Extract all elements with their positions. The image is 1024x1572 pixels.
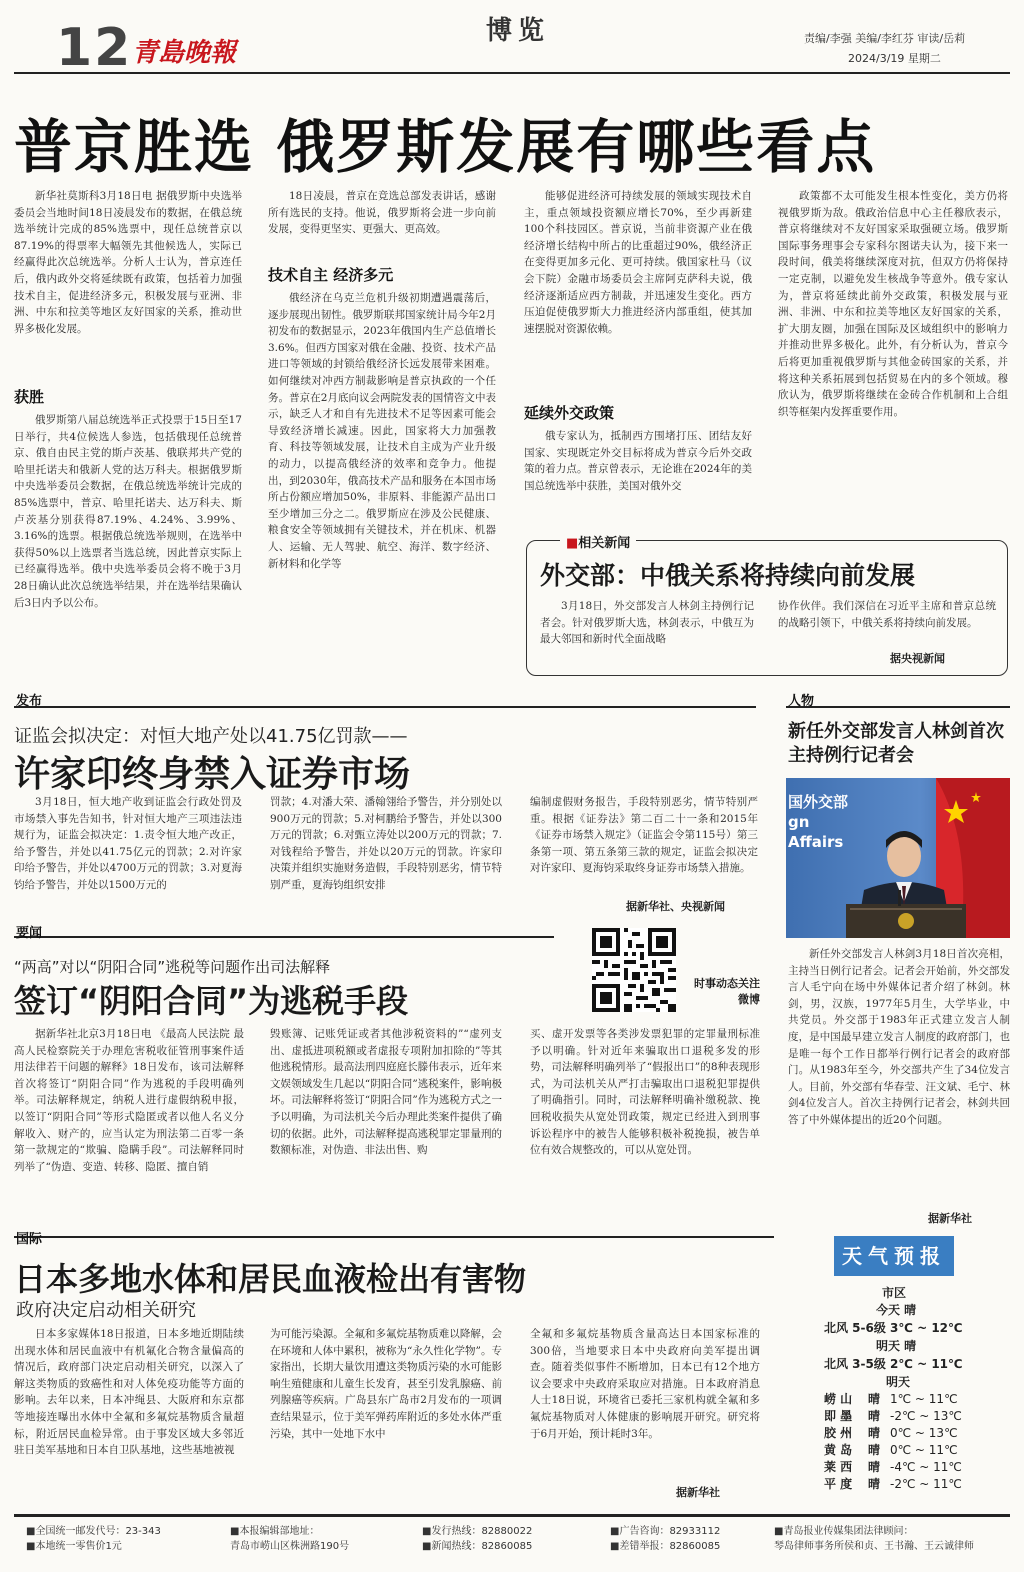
footer-col3: ■发行热线：82880022 ■新闻热线：82860085 (422, 1526, 533, 1552)
related-news-text2: 协作伙伴。我们深信在习近平主席和普京总统的战略引领下，中俄关系将持续向前发展。 (778, 600, 996, 629)
related-news-tag: ■相关新闻 (560, 532, 636, 551)
release-headline: 许家印终身禁入证券市场 (14, 754, 411, 795)
release-source: 据新华社、央视新闻 (626, 900, 725, 913)
intl-col1: 日本多家媒体18日报道，日本多地近期陆续出现水体和居民血液中有机氟化合物含量偏高的情况后，政府部门决定启动相关研究，以深入了解这类物质的致癌性和对人体免疫功能等方面的影响。去年以来，日本冲绳县、大阪府和东京都等地接连曝出水体中全氟和多氟烷基物质含量超标，附近居民血检异常。由于事发区域大多邻近驻日美军基地和日本自卫队基地，这些基地被视 (14, 1328, 244, 1457)
header-rule (14, 72, 1010, 74)
weather-tomorrow: 明天 晴 (876, 1339, 917, 1353)
lead-subhead-win: 获胜 (14, 388, 45, 406)
red-square-icon: ■ (566, 536, 579, 551)
issue-date: 2024/3/19 星期二 (848, 52, 941, 65)
intl-col2: 为可能污染源。全氟和多氟烷基物质难以降解，会在环境和人体中累积，被称为“永久性化学物”。专家指出，长期大量饮用遭这类物质污染的水可能影响生殖健康和儿童生长发育，甚至引发乳腺癌、前列腺癌等疾病。广岛县东广岛市2月发布的一项调查结果显示，位于美军弹药库附近的多处水体严重污染，其中一处地下水中 (270, 1328, 502, 1440)
weather-tomorrow-detail: 北风 3-5级 2℃ ~ 11℃ (824, 1357, 963, 1371)
weather-today-detail: 北风 5-6级 3℃ ~ 12℃ (824, 1321, 963, 1335)
photo-backdrop-sign: 国外交部 gn Affairs (788, 793, 849, 851)
intl-rule (14, 1236, 774, 1238)
weather-today: 今天 晴 (876, 1303, 917, 1317)
editor-credits: 责编/李强 美编/李红芬 审读/岳莉 (804, 32, 966, 45)
weather-area: 市区 (882, 1286, 907, 1300)
news-rule (14, 936, 554, 938)
news-kicker: “两高”对以“阴阳合同”逃税等问题作出司法解释 (14, 958, 331, 976)
related-news-title: 外交部：中俄关系将持续向前发展 (540, 561, 916, 590)
lead-subhead-tech: 技术自主 经济多元 (268, 266, 394, 284)
intl-headline: 日本多地水体和居民血液检出有害物 (14, 1260, 527, 1298)
people-headline: 新任外交部发言人林剑首次主持例行记者会 (788, 721, 1004, 766)
intl-source: 据新华社 (676, 1486, 720, 1499)
weather-city-row: 胶 州 晴 0℃ ~ 13℃ (824, 1426, 958, 1440)
lead-col1: 新华社莫斯科3月18日电 据俄罗斯中央选举委员会当地时间18日凌晨发布的数据，在俄总统选举统计完成的85%选票中，现任总统普京以87.19%的得票率大幅领先其他候选人，实际已经赢得此次总统选举。分析人士认为，普京连任后，俄内政外交将延续既有政策，包括着力加强技术自主，促进经济多元，积极发展与亚洲、非洲、中东和拉美等地区友好国家的关系，推动世界多极化发展。 (14, 190, 242, 335)
footer-rule (14, 1514, 1010, 1517)
weather-city-row: 莱 西 晴 -4℃ ~ 11℃ (824, 1460, 962, 1474)
lead-col2: 18日凌晨，普京在竞选总部发表讲话，感谢所有选民的支持。他说，俄罗斯将会进一步向前发展，变得更坚实、更强大、更高效。 (268, 190, 496, 236)
lead-col2b: 俄经济在乌克兰危机升级初期遭遇震荡后，逐步展现出韧性。俄罗斯联邦国家统计局今年2月初发布的数据显示，2023年俄国内生产总值增长3.6%。但西方国家对俄在金融、投资、技术产品进口等领域的封锁给俄经济长远发展带来困难。如何继续对冲西方制裁影响是普京执政的一个任务。普京在2月底向议会两院发表的国情咨文中表示，缺乏人才和自有先进技术不足等因素可能会导致经济增长减速。因此，国家将大力加强教育、科技等领域发展，让技术自主成为产业升级的动力，以提高俄经济的效率和竞争力。他提出，到2030年，俄高技术产品和服务在本国市场所占份额应增加50%，非原料、非能源产品出口至少增加三分之二。俄罗斯应在涉及公民健康、粮食安全等领域拥有关键技术，并在机床、机器人、运输、无人驾驶、航空、海洋、数字经济、新材料和化学等 (268, 292, 496, 570)
qr-caption: 时事动态关注微博 (694, 977, 760, 1006)
lead-col3: 能够促进经济可持续发展的领域实现技术自主，重点领域投资额应增长70%，至少再新建100个科技园区。普京说，当前非资源产业在俄经济增长结构中所占的比重超过90%，俄经济正在变得更加多元化、更可持续。俄国家杜马（议会下院）金融市场委员会主席阿克萨科夫说，俄经济逐渐适应西方制裁，并迅速发生变化。西方压迫促使俄罗斯大力推进经济内部重组，使其加速摆脱对资源依赖。 (524, 190, 752, 335)
lead-subhead-dip: 延续外交政策 (524, 404, 615, 422)
lead-col3b: 俄专家认为，抵制西方围堵打压、团结友好国家、实现既定外交目标将成为普京今后外交政策的着力点。普京曾表示，无论谁在2024年的美国总统选举中获胜，美国对俄外交 (524, 430, 752, 492)
weather-city-row: 崂 山 晴 1℃ ~ 11℃ (824, 1392, 958, 1406)
news-headline: 签订“阴阳合同”为逃税手段 (14, 982, 409, 1020)
footer-col5: ■青岛报业传媒集团法律顾问： 琴岛律师事务所侯和贞、王书瀚、王云诚律师 (774, 1526, 974, 1552)
people-rule (786, 706, 1010, 708)
lead-col1b: 俄罗斯第八届总统选举正式投票于15日至17日举行，共4位候选人参选，包括俄现任总统普京、俄自由民主党的斯卢茨基、俄联邦共产党的哈里托诺夫和俄新人党的达万科夫。根据俄罗斯中央选举委员会数据，在俄总统选举统计完成的85%选票中，普京、哈里托诺夫、达万科夫、斯卢茨基分别获得87.19%、4.24%、3.99%、3.16%的选票。根据俄总统选举规则，在选举中获得50%以上选票者当选总统，因此普京实际上已经赢得选举。俄中央选举委员会将不晚于3月28日确认此次总统选举结果，并在选举结果确认后3日内予以公布。 (14, 414, 242, 609)
news-col1: 据新华社北京3月18日电 《最高人民法院 最高人民检察院关于办理危害税收征管刑事案件适用法律若干问题的解释》18日发布，该司法解释首次将签订“阴阳合同”作为逃税的手段明确列举。司法解释规定，纳税人进行虚假纳税申报，以签订“阴阳合同”等形式隐匿或者以他人名义分解收入、财产的，应当认定为刑法第二百零一条第一款规定的“欺骗、隐瞒手段”。司法解释同时列举了“伪造、变造、转移、隐匿、擅自销 (14, 1028, 244, 1173)
weather-title: 天气预报 (834, 1236, 954, 1276)
release-col2: 罚款；4.对潘大荣、潘翰翎给予警告，并分别处以900万元的罚款；5.对柯鹏给予警告，并处以300万元的罚款；6.对甄立涛处以200万元的罚款；7.对钱程给予警告，并处以20万元的罚款。许家印决策并组织实施财务造假，手段特别恶劣，情节特别严重，夏海钧组织安排 (270, 796, 502, 891)
weather-city-row: 平 度 晴 -2℃ ~ 11℃ (824, 1477, 962, 1491)
footer-col4: ■广告咨询：82933112 ■差错举报：82860085 (610, 1526, 721, 1552)
intl-col3: 全氟和多氟烷基物质含量高达日本国家标准的300倍，当地要求日本中央政府向美军提出调查。随着类似事件不断增加，日本已有12个地方议会要求中央政府采取应对措施。日本政府消息人士18日说，环境省已委托三家机构就全氟和多氟烷基物质对人体健康的影响展开研究。研究将于6月开始，预计耗时3年。 (530, 1328, 760, 1440)
release-label: 发布 (16, 694, 43, 709)
release-col3: 编制虚假财务报告，手段特别恶劣，情节特别严重。根据《证券法》第二百二十一条和2015年《证券市场禁入规定》（证监会令第115号）第三条第一项、第五条第三款的规定，证监会拟决定对许家印、夏海钧采取终身证券市场禁入措施。 (530, 796, 758, 875)
section-title: 博览 (486, 16, 551, 46)
footer-col2: ■本报编辑部地址： 青岛市崂山区株洲路190号 (230, 1526, 350, 1552)
release-col1: 3月18日，恒大地产收到证监会行政处罚及市场禁入事先告知书，针对恒大地产三项违法违规行为，证监会拟决定：1.责令恒大地产改正，给予警告，并处以41.75亿元的罚款；2.对许家印给予警告，并处以4700万元的罚款；3.对夏海钧给予警告，并处以1500万元的 (14, 796, 242, 891)
related-news-text1: 3月18日，外交部发言人林剑主持例行记者会。针对俄罗斯大选，林剑表示，中俄互为最大邻国和新时代全面战略 (540, 600, 754, 646)
lead-col4: 政策都不太可能发生根本性变化，美方仍将视俄罗斯为敌。俄政治信息中心主任穆欣表示，普京将继续对不友好国家采取强硬立场。俄罗斯国际事务理事会专家科尔图诺夫认为，接下来一段时间，俄美将继续深度对抗，但双方仍将保持一定克制，以避免发生核战争等意外。俄专家认为，普京将延续此前外交政策，积极发展与亚洲、非洲、中东和拉美等地区友好国家的关系，扩大朋友圈，加强在国际及区域组织中的影响力并推动世界多极化。此外，有分析认为，普京今后将更加重视俄罗斯与其他金砖国家的关系，并将这种关系拓展到包括贸易在内的多个领域。穆欣认为，俄罗斯将继续在金砖合作机制和上合组织等框架内发挥重要作用。 (778, 190, 1008, 418)
related-news-source: 据央视新闻 (890, 652, 945, 665)
intl-label: 国际 (16, 1232, 43, 1247)
news-col2: 毁账簿、记账凭证或者其他涉税资料的”“虚列支出、虚抵进项税额或者虚报专项附加扣除的”等其他逃税情形。最高法刑四庭庭长滕伟表示，近年来文娱领域发生几起以“阴阳合同”逃税案件，影响极坏。司法解释将签订“阴阳合同”作为逃税方式之一予以明确，为司法机关今后办理此类案件提供了确切的依据。此外，司法解释提高逃税罪定罪量刑的数额标准，对伪造、非法出售、购 (270, 1028, 502, 1157)
news-label: 要闻 (16, 926, 43, 941)
people-source: 据新华社 (928, 1212, 972, 1225)
lead-headline: 普京胜选 俄罗斯发展有哪些看点 (14, 113, 877, 181)
release-rule (14, 706, 756, 708)
people-label: 人物 (788, 694, 815, 709)
release-kicker: 证监会拟决定：对恒大地产处以41.75亿罚款—— (14, 726, 408, 747)
intl-subhead: 政府决定启动相关研究 (16, 1300, 196, 1321)
weather-city-list (824, 1390, 1014, 1492)
footer-col1: ■全国统一邮发代号：23-343 ■本地统一零售价1元 (26, 1526, 161, 1552)
newspaper-logo: 青島晚報 (132, 38, 237, 68)
people-text: 新任外交部发言人林剑3月18日首次亮相，主持当日例行记者会。记者会开始前，外交部发言人毛宁向在场中外媒体记者介绍了林剑。林剑，男，汉族，1977年5月生，大学毕业，中共党员。外交部于1983年正式建立发言人制度，是中国最早建立发言人制度的政府部门，也是唯一每个工作日都举行例行记者会的政府部门。从1983年至今，外交部共产生了34位发言人。目前，外交部有华春莹、汪文斌、毛宁、林剑4位发言人。首次主持例行记者会，林剑共回答了中外媒体提出的近20个问题。 (788, 948, 1010, 1126)
page-number: 12 (56, 18, 133, 78)
weather-city-row: 黄 岛 晴 0℃ ~ 11℃ (824, 1443, 958, 1457)
weather-day-after: 明天 (886, 1375, 911, 1389)
spokesperson-photo (786, 778, 1010, 938)
weather-city-row: 即 墨 晴 -2℃ ~ 13℃ (824, 1409, 962, 1423)
news-col3: 买、虚开发票等各类涉发票犯罪的定罪量刑标准予以明确。针对近年来骗取出口退税多发的形势，司法解释明确列举了“假报出口”的8种表现形式，为司法机关从严打击骗取出口退税犯罪提供了明确指引。同时，司法解释明确补缴税款、挽回税收损失从宽处罚政策，规定已经进入到刑事诉讼程序中的被告人能够积极补税挽损，被告单位有效合规整改的，可以从宽处罚。 (530, 1028, 760, 1157)
qr-code-icon[interactable] (592, 928, 676, 1012)
